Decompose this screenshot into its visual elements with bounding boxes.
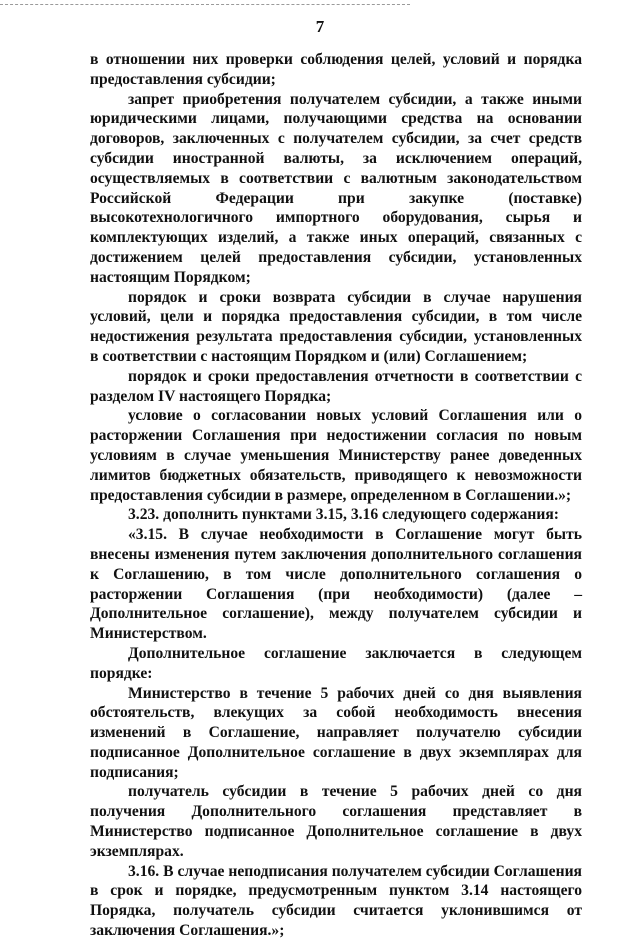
paragraph-9: Министерство в течение 5 рабочих дней со дня выявления обстоятельств, влекущих за собой необходимость внесения изменений в Соглашение, направляет получателю субсидии подписанное Дополнительное соглашение в двух экземплярах для подписания; <box>90 684 582 781</box>
paragraph-4: порядок и сроки предоставления отчетности в соответствии с разделом IV настоящего Порядка; <box>90 367 582 405</box>
paragraph-1: в отношении них проверки соблюдения целей, условий и порядка предоставления субсидии; <box>90 51 582 88</box>
paragraph-11: 3.16. В случае неподписания получателем субсидии Соглашения в срок и порядке, предусмотренным пунктом 3.14 настоящего Порядка, получатель субсидии считается уклонившимся от заключения Соглашения.»; <box>90 862 582 940</box>
paragraph-10: получатель субсидии в течение 5 рабочих дней со дня получения Дополнительного соглашения представляет в Министерство подписанное Дополнительное соглашение в двух экземплярах. <box>90 783 582 860</box>
paragraph-3: порядок и сроки возврата субсидии в случае нарушения условий, цели и порядка предоставления субсидии, в том числе недостижения результата предоставления субсидии, установленных в соответствии с настоящим Порядком и (или) Соглашением; <box>90 288 582 365</box>
page-number: 7 <box>315 17 325 36</box>
top-dashed-rule <box>0 4 410 5</box>
paragraph-8: Дополнительное соглашение заключается в следующем порядке: <box>90 644 582 682</box>
paragraph-2: запрет приобретения получателем субсидии, а также иными юридическими лицами, получающими средства на основании договоров, заключенных с получателем субсидии, за счет средств субсидии иностранной валюты, за исключением операций, осуществляемых в соответствии с валютным законодательством Российской Федерации при закупке (поставке) высокотехнологичного импортного оборудования, сырья и комплектующих изделий, а также иных операций, связанных с достижением целей предоставления субсидии, установленных настоящим Порядком; <box>90 90 582 286</box>
paragraph-6: 3.23. дополнить пунктами 3.15, 3.16 следующего содержания: <box>128 506 559 524</box>
paragraph-7: «3.15. В случае необходимости в Соглашение могут быть внесены изменения путем заключения дополнительного соглашения к Соглашению, в том числе дополнительного соглашения о расторжении Соглашения (при необходимости) (далее – Дополнительное соглашение), между получателем субсидии и Министерством. <box>90 526 582 643</box>
paragraph-5: условие о согласовании новых условий Соглашения или о расторжении Соглашения при недостижении согласия по новым условиям в случае уменьшения Министерству ранее доведенных лимитов бюджетных обязательств, приводящего к невозможности предоставления субсидии в размере, определенном в Соглашении.»; <box>90 407 582 504</box>
document-body <box>90 50 582 941</box>
